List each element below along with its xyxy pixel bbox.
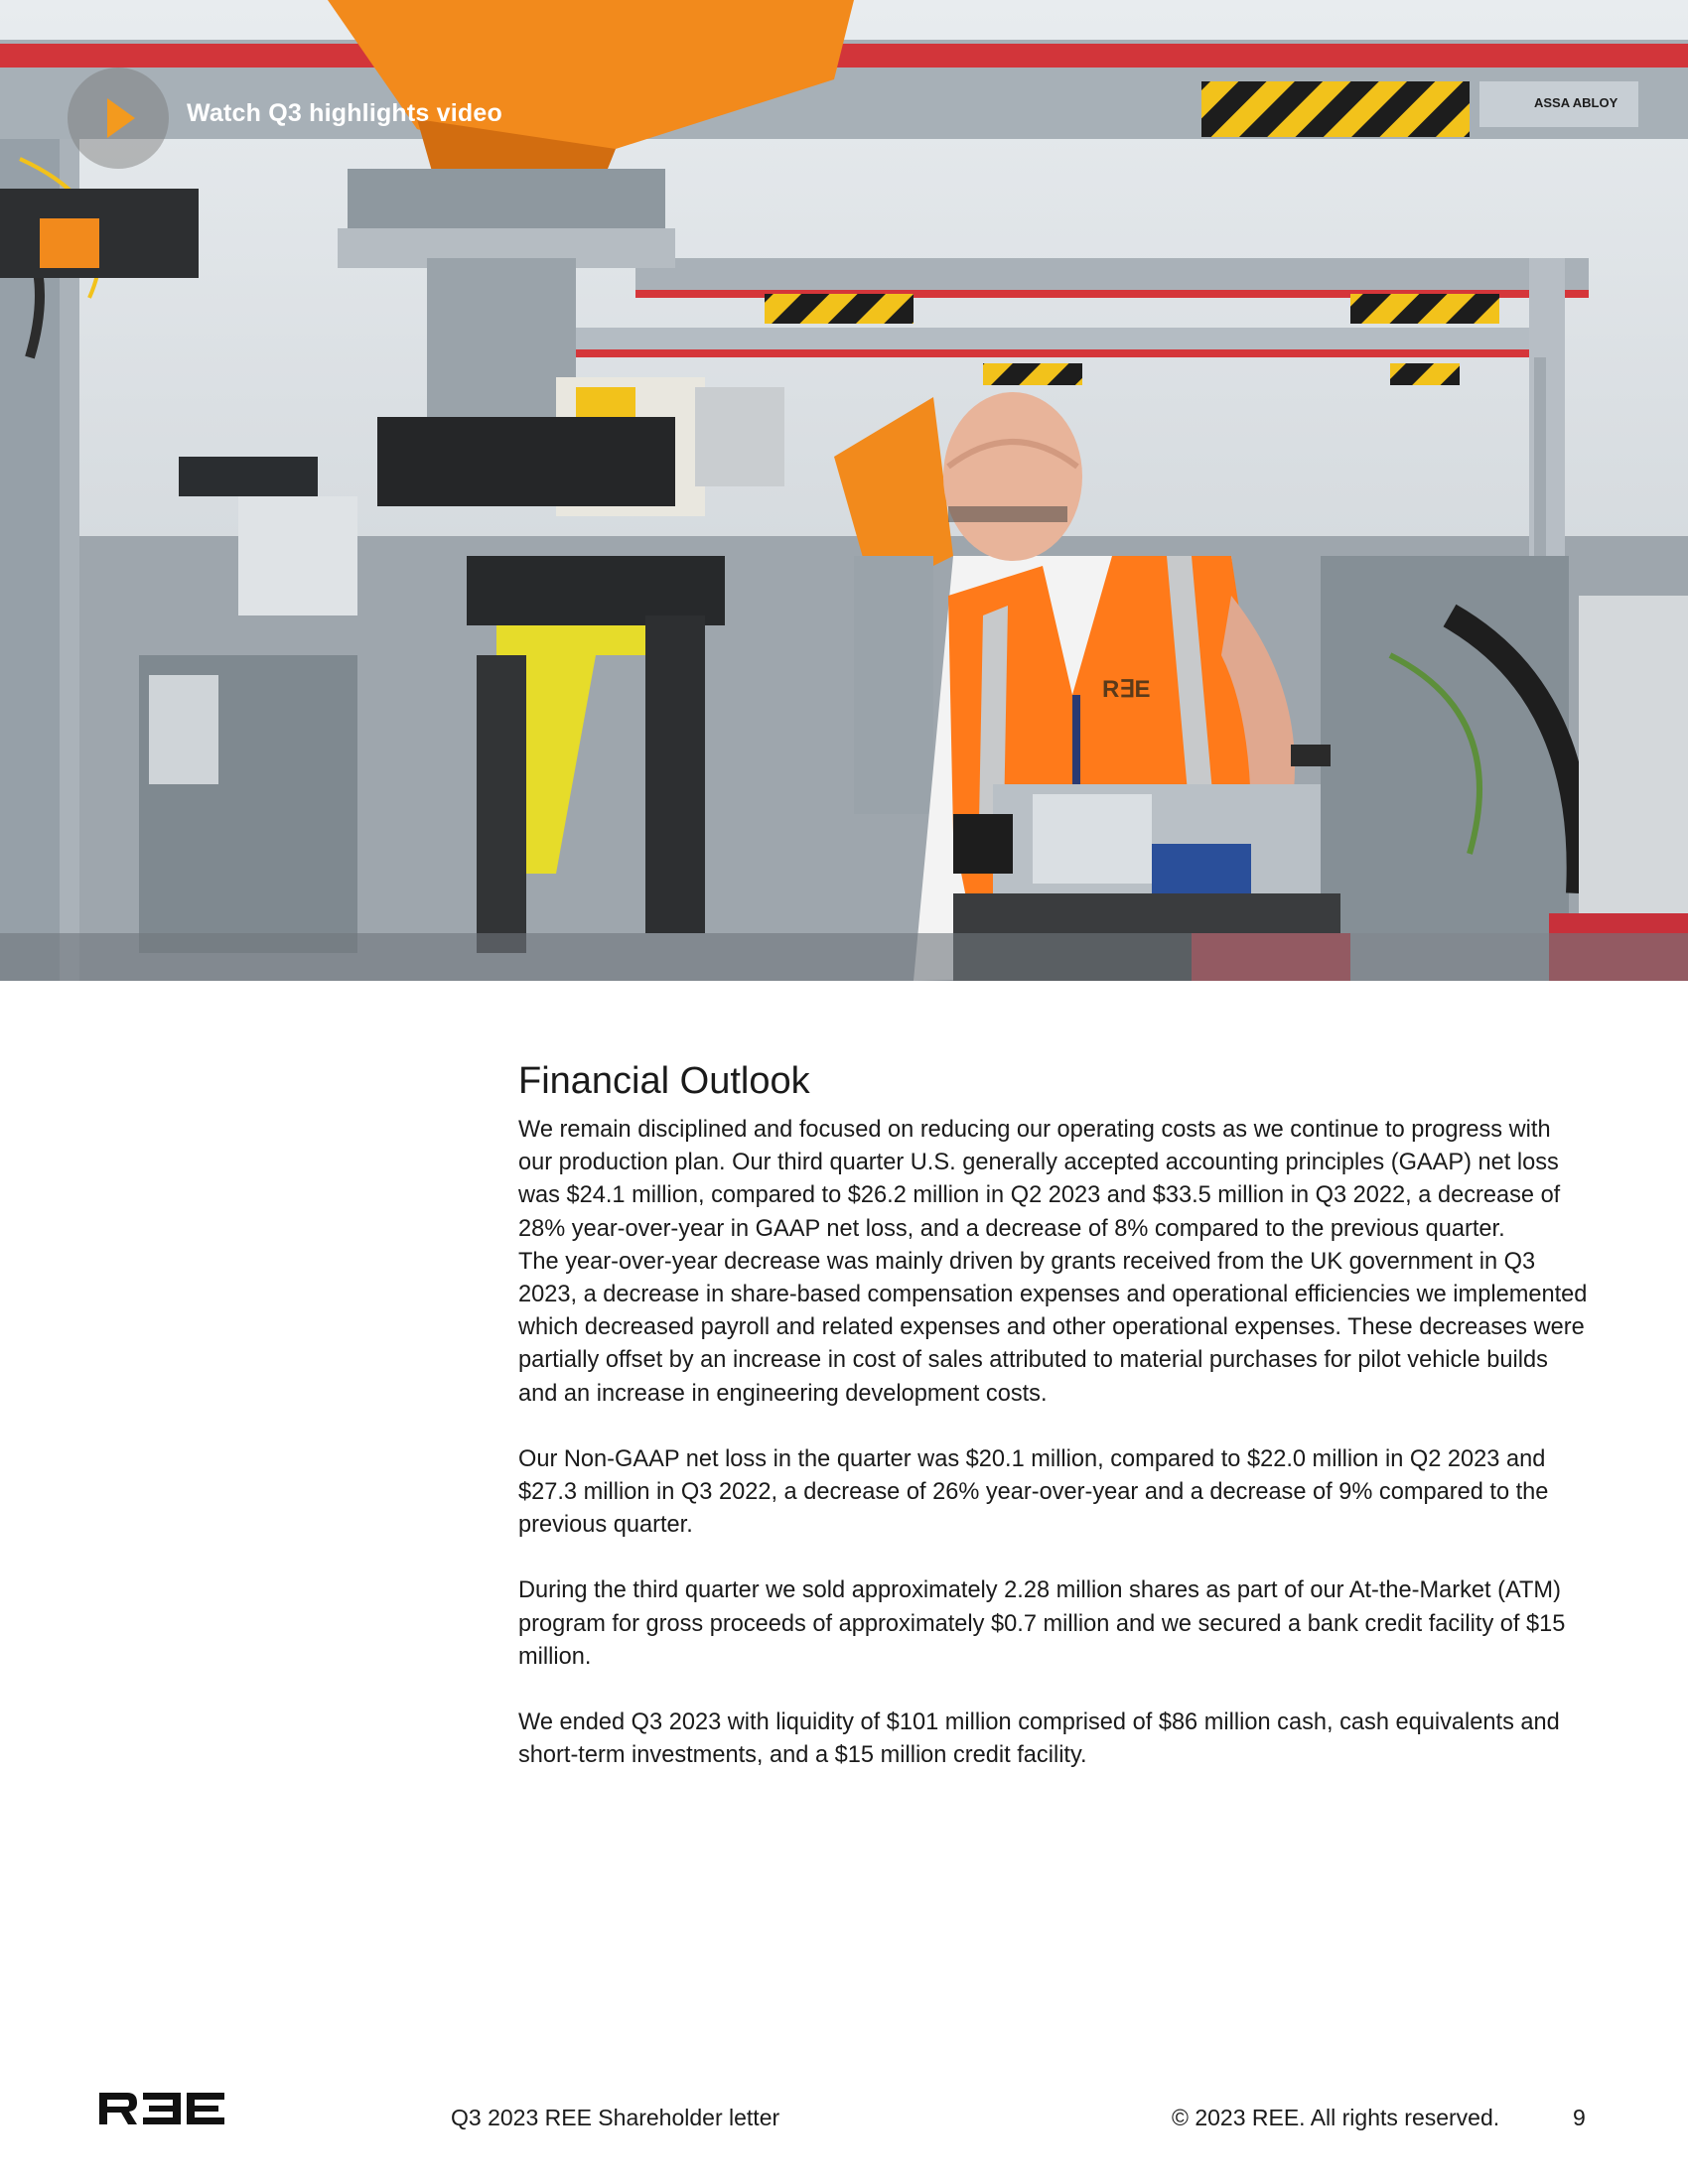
factory-scene-illustration: [0, 0, 1688, 981]
financial-outlook-section: [518, 1058, 1591, 1772]
paragraph-liquidity: We ended Q3 2023 with liquidity of $101 million comprised of $86 million cash, cash equivalents and short-term investments, and a $15 million credit facility.: [518, 1709, 1560, 1769]
paragraph-gaap-net-loss: We remain disciplined and focused on reducing our operating costs as we continue to progress with our production plan. Our third quarter U.S. generally accepted accounting principles (GAAP) net loss was $24.1 million, compared to $26.2 million in Q2 2023 and $33.5 million in Q3 2022, a decrease of 28% year-over-year in GAAP net loss, and a decrease of 8% compared to the previous quarter.: [518, 1117, 1561, 1242]
footer-document-title: Q3 2023 REE Shareholder letter: [451, 2105, 780, 2130]
paragraph-non-gaap: Our Non-GAAP net loss in the quarter was $20.1 million, compared to $22.0 million in Q2 2023 and $27.3 million in Q3 2022, a decrease of 26% year-over-year and a decrease of 9% compared to the previous quarter.: [518, 1445, 1549, 1539]
footer-copyright: © 2023 REE. All rights reserved.: [1172, 2105, 1500, 2130]
hero-photo: [0, 0, 1688, 981]
play-icon: [107, 98, 135, 138]
paragraph-atm-program: During the third quarter we sold approximately 2.28 million shares as part of our At-the-Market (ATM) program for gross proceeds of approximately $0.7 million and we secured a bank credit facility of $15 million.: [518, 1577, 1566, 1670]
vest-logo: R∃E: [1102, 676, 1151, 703]
paragraph-yoy-decrease: The year-over-year decrease was mainly driven by grants received from the UK government in Q3 2023, a decrease in share-based compensation expenses and operational efficiencies we implemented which decreased payroll and related expenses and other operational expenses. These decreases were partially offset by an increase in cost of sales attributed to material purchases for pilot vehicle builds and an increase in engineering development costs.: [518, 1248, 1588, 1407]
assa-abloy-sign: ASSA ABLOY: [1534, 95, 1618, 110]
section-title: Financial Outlook: [518, 1060, 810, 1102]
ree-logo: [97, 2091, 226, 2126]
play-video-button[interactable]: [68, 68, 169, 169]
page-number: 9: [1573, 2105, 1586, 2130]
watch-video-link[interactable]: Watch Q3 highlights video: [187, 99, 502, 127]
